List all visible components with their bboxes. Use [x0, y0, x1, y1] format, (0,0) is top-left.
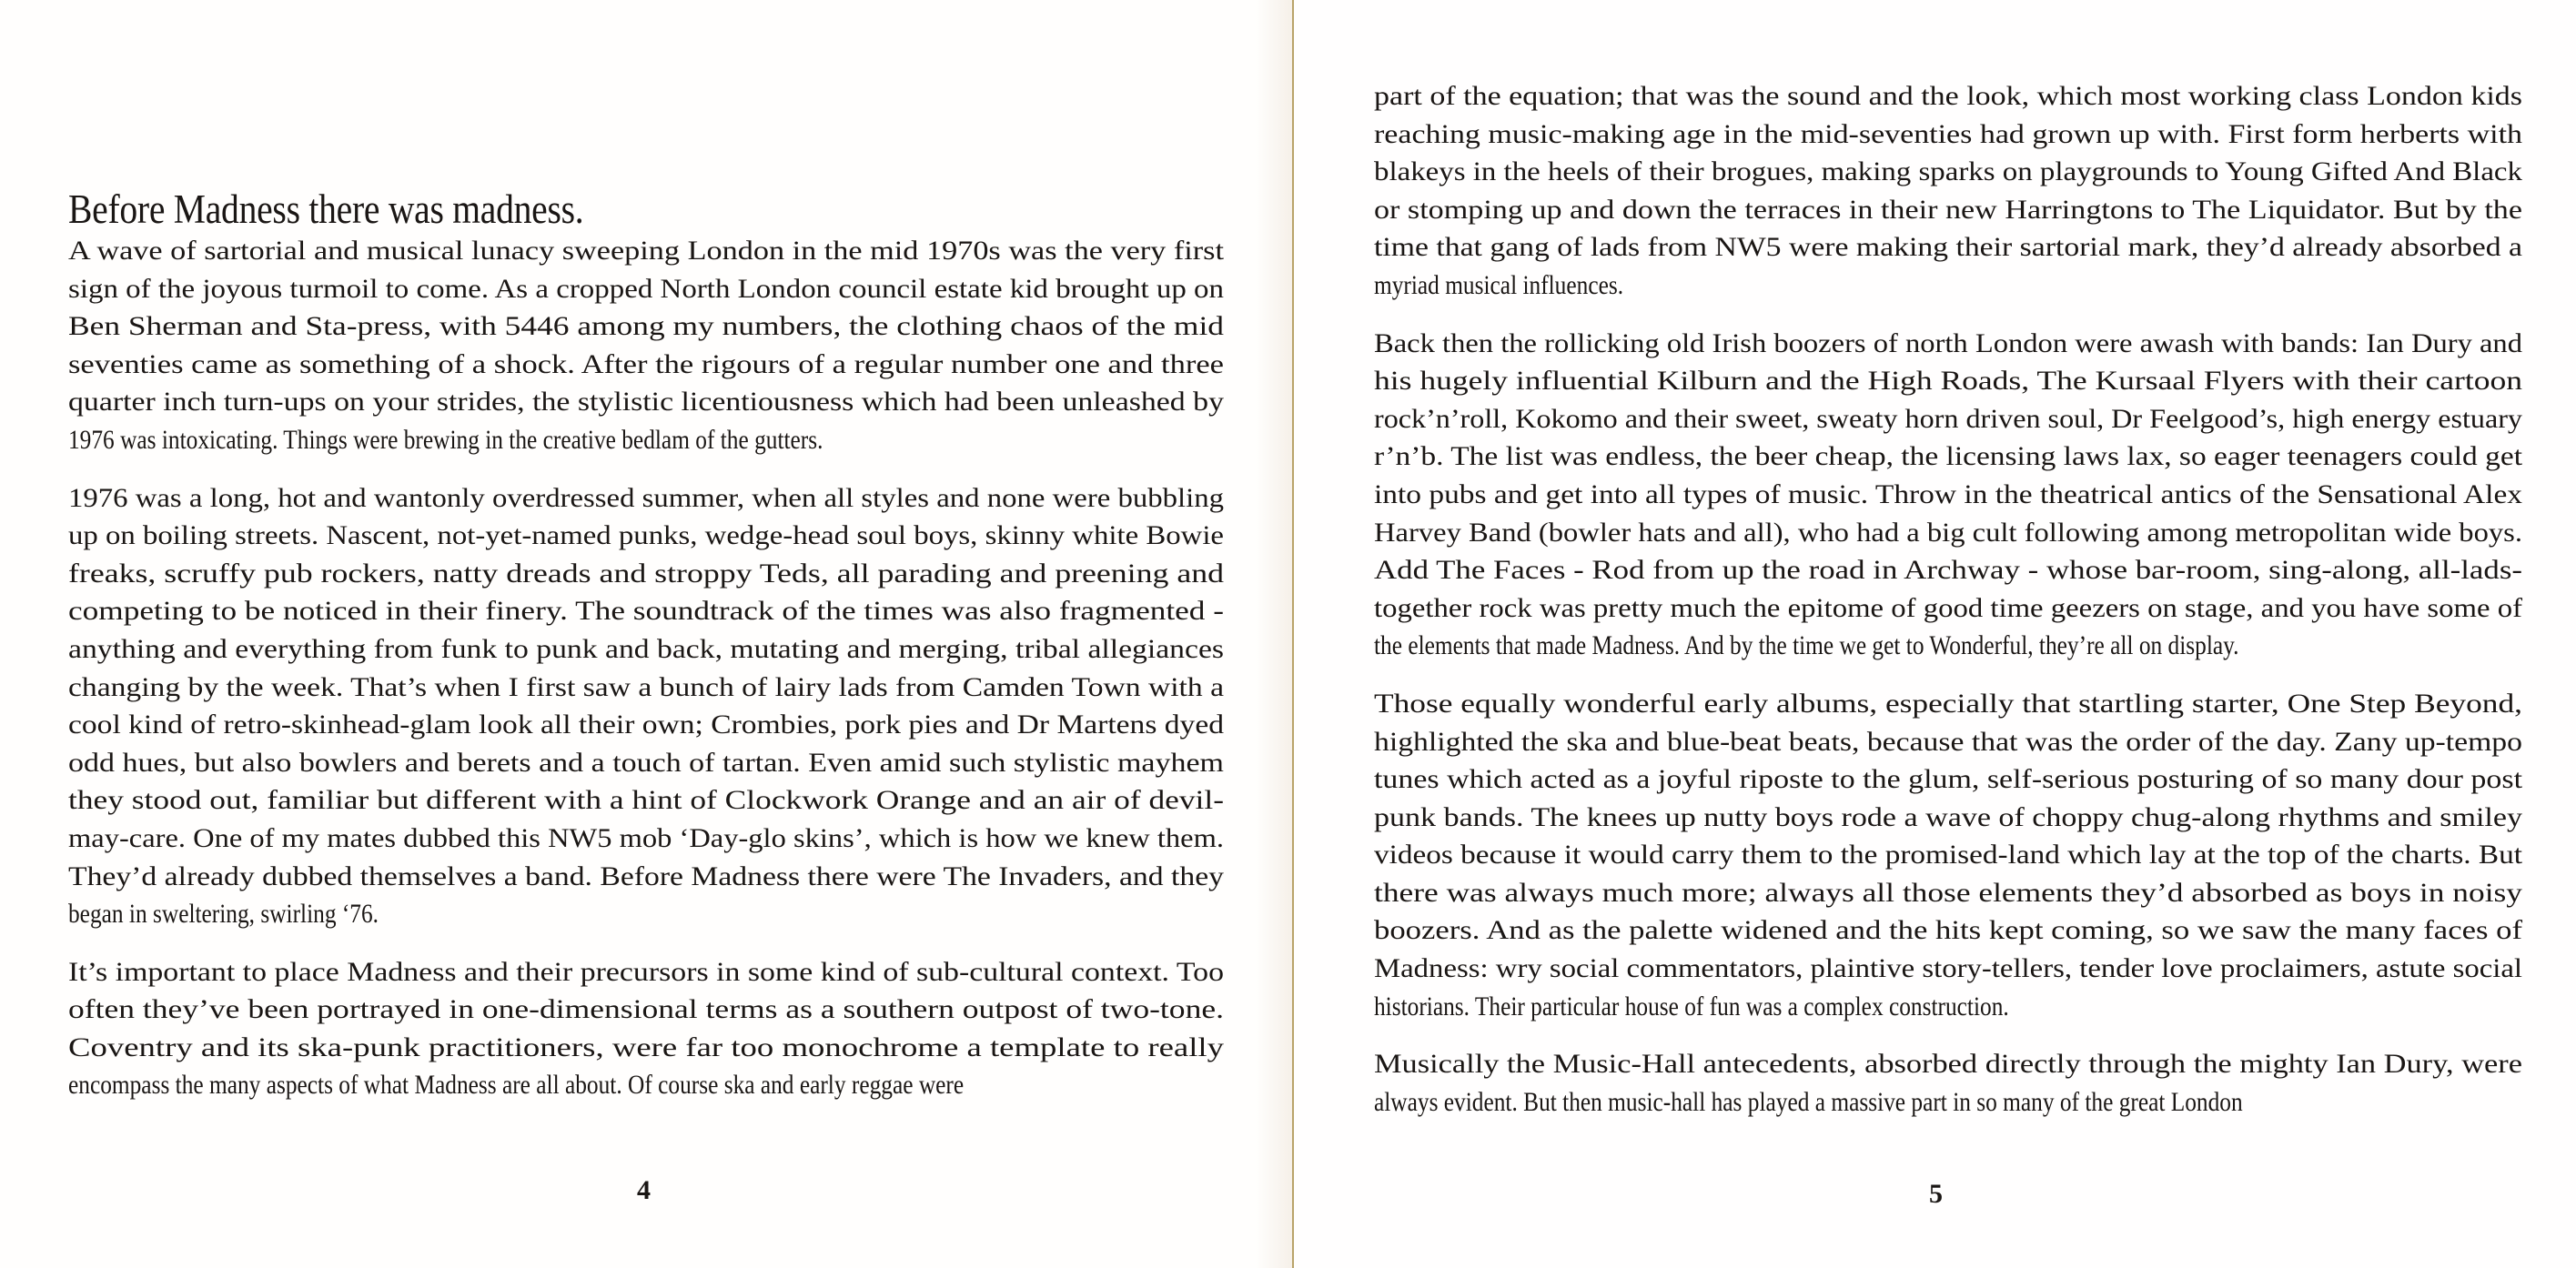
- gutter-shadow: [1256, 0, 1292, 1268]
- text-line: Ben Sherman and Sta-press, with 5446 among my numbers, the clothing chaos of the mid: [68, 312, 1224, 342]
- text-line: time that gang of lads from NW5 were making their sartorial mark, they’d already absorbed a: [1374, 233, 2522, 263]
- text-line: historians. Their particular house of fun was a complex construction.: [1374, 991, 2009, 1021]
- text-line: often they’ve been portrayed in one-dimensional terms as a southern outpost of two-tone.: [68, 995, 1224, 1025]
- text-line: myriad musical influences.: [1374, 270, 1624, 300]
- text-line: together rock was pretty much the epitome of good time geezers on stage, and you have some of: [1374, 593, 2522, 623]
- text-line: 1976 was a long, hot and wantonly overdressed summer, when all styles and none were bubbling: [68, 483, 1224, 513]
- text-line: r’n’b. The list was endless, the beer cheap, the licensing laws lax, so eager teenagers could get: [1374, 442, 2522, 472]
- text-line: Musically the Music-Hall antecedents, absorbed directly through the mighty Ian Dury, were: [1374, 1050, 2522, 1080]
- article-title: Before Madness there was madness.: [68, 186, 584, 232]
- paragraph: [68, 233, 1224, 460]
- text-line: quarter inch turn-ups on your strides, the stylistic licentiousness which had been unleashed by: [68, 387, 1224, 418]
- text-line: up on boiling streets. Nascent, not-yet-named punks, wedge-head soul boys, skinny white Bowie: [68, 521, 1224, 551]
- text-line: tunes which acted as a joyful riposte to the glum, self-serious posturing of so many dour post: [1374, 765, 2522, 795]
- text-line: A wave of sartorial and musical lunacy sweeping London in the mid 1970s was the very first: [68, 236, 1224, 266]
- right-text-column: [1374, 78, 2522, 1142]
- paragraph: [68, 954, 1224, 1105]
- text-line: competing to be noticed in their finery. The soundtrack of the times was also fragmented -: [68, 597, 1224, 627]
- paragraph: [1374, 326, 2522, 666]
- text-line: odd hues, but also bowlers and berets and a touch of tartan. Even amid such stylistic mayhem: [68, 748, 1224, 778]
- text-line: Madness: wry social commentators, plaintive story-tellers, tender love proclaimers, astute social: [1374, 954, 2522, 984]
- paragraph: [1374, 686, 2522, 1026]
- text-line: always evident. But then music-hall has played a massive part in so many of the great London: [1374, 1087, 2243, 1117]
- text-line: videos because it would carry them to the promised-land which lay at the top of the charts. But: [1374, 840, 2522, 870]
- left-text-column: [68, 187, 1224, 1125]
- text-line: there was always much more; always all those elements they’d absorbed as boys in noisy: [1374, 878, 2522, 908]
- text-line: punk bands. The knees up nutty boys rode a wave of choppy chug-along rhythms and smiley: [1374, 802, 2522, 832]
- text-line: the elements that made Madness. And by the time we get to Wonderful, they’re all on display.: [1374, 631, 2239, 661]
- right-paragraphs: [1374, 78, 2522, 1122]
- text-line: highlighted the ska and blue-beat beats, because that was the order of the day. Zany up-tempo: [1374, 727, 2522, 757]
- text-line: Those equally wonderful early albums, especially that startling starter, One Step Beyond,: [1374, 689, 2522, 719]
- paragraph: [68, 480, 1224, 934]
- text-line: part of the equation; that was the sound and the look, which most working class London kids: [1374, 82, 2522, 111]
- right-page: [1294, 0, 2576, 1268]
- text-line: they stood out, familiar but different with a hint of Clockwork Orange and an air of devil-: [68, 786, 1224, 816]
- paragraph: [1374, 1046, 2522, 1122]
- text-line: may-care. One of my mates dubbed this NW5 mob ‘Day-glo skins’, which is how we knew them.: [68, 823, 1224, 853]
- text-line: into pubs and get into all types of music. Throw in the theatrical antics of the Sensational Alex: [1374, 479, 2522, 509]
- text-line: It’s important to place Madness and their precursors in some kind of sub-cultural context. Too: [68, 957, 1224, 987]
- text-line: reaching music-making age in the mid-seventies had grown up with. First form herberts with: [1374, 119, 2522, 149]
- page-number-right: 5: [1929, 1179, 1943, 1209]
- text-line: freaks, scruffy pub rockers, natty dreads and stroppy Teds, all parading and preening and: [68, 559, 1224, 589]
- text-line: rock’n’roll, Kokomo and their sweet, sweaty horn driven soul, Dr Feelgood’s, high energy estuary: [1374, 404, 2522, 434]
- text-line: boozers. And as the palette widened and the hits kept coming, so we saw the many faces of: [1374, 916, 2522, 946]
- text-line: changing by the week. That’s when I first saw a bunch of lairy lads from Camden Town with a: [68, 672, 1224, 702]
- page-number-left: 4: [637, 1175, 651, 1205]
- text-line: encompass the many aspects of what Madness are all about. Of course ska and early reggae were: [68, 1071, 965, 1101]
- text-line: anything and everything from funk to punk and back, mutating and merging, tribal allegiances: [68, 634, 1224, 664]
- text-line: began in sweltering, swirling ‘76.: [68, 900, 379, 930]
- text-line: Harvey Band (bowler hats and all), who had a big cult following among metropolitan wide boys.: [1374, 518, 2522, 548]
- text-line: blakeys in the heels of their brogues, making sparks on playgrounds to Young Gifted And Black: [1374, 157, 2522, 187]
- text-line: seventies came as something of a shock. After the rigours of a regular number one and three: [68, 349, 1224, 379]
- text-line: Back then the rollicking old Irish boozers of north London were awash with bands: Ian Dury and: [1374, 328, 2522, 358]
- left-paragraphs: [68, 233, 1224, 1105]
- text-line: Add The Faces - Rod from up the road in Archway - whose bar-room, sing-along, all-lads-: [1374, 556, 2522, 586]
- text-line: sign of the joyous turmoil to come. As a cropped North London council estate kid brought up on: [68, 274, 1224, 304]
- text-line: They’d already dubbed themselves a band. Before Madness there were The Invaders, and they: [68, 861, 1224, 891]
- text-line: Coventry and its ska-punk practitioners, were far too monochrome a template to really: [68, 1032, 1224, 1062]
- text-line: or stomping up and down the terraces in their new Harringtons to The Liquidator. But by the: [1374, 195, 2522, 225]
- text-line: cool kind of retro-skinhead-glam look all their own; Crombies, pork pies and Dr Martens dyed: [68, 710, 1224, 740]
- text-line: his hugely influential Kilburn and the High Roads, The Kursaal Flyers with their cartoon: [1374, 367, 2522, 397]
- paragraph: [1374, 78, 2522, 306]
- text-line: 1976 was intoxicating. Things were brewing in the creative bedlam of the gutters.: [68, 425, 823, 455]
